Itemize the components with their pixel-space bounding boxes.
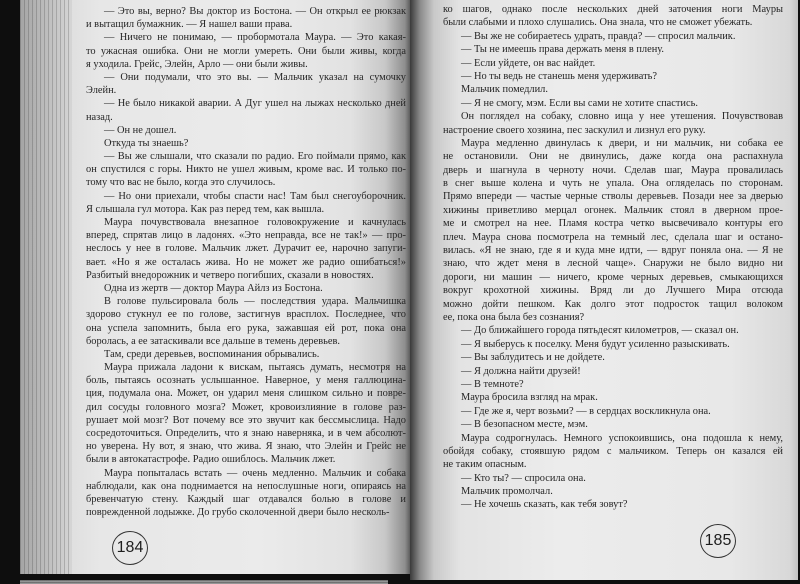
paragraph [443, 365, 783, 378]
text-line: но уверена. Ну вот, я знаю, что жива. Я знаю, что Элейн и Грейс не [86, 441, 406, 453]
text-line: — Это вы, верно? Вы доктор из Бостона. — Он открыл ее рюкзак [104, 6, 406, 17]
text-line: боролась, а ее затаскивали все дальше в темень деревьев. [86, 335, 340, 347]
text-line: Маура прижала ладони к вискам, пытаясь думать, несмотря на [104, 362, 406, 374]
paragraph [443, 485, 783, 498]
paragraph [86, 137, 406, 150]
paragraph [443, 405, 783, 418]
text-line: — Кто ты? — спросила она. [461, 472, 586, 484]
paragraph [86, 467, 406, 520]
page-number: 185 [700, 524, 736, 558]
text-line: Маура содрогнулась. Немного успокоившись, она подошла к нему, [461, 432, 783, 444]
text-line: дил сосуды головного мозга? Может, кровоизлияние в голове раз- [86, 401, 406, 413]
text-line: боль, пытаясь осознать услышанное. Наверное, у меня галлюцина- [86, 375, 406, 387]
text-line: и вытащил бумажник. — Я нашел ваши права. [86, 19, 293, 31]
paragraph [443, 472, 783, 485]
paragraph [86, 5, 406, 31]
paragraph [443, 432, 783, 472]
paragraph [443, 418, 783, 431]
text-line: — Вы же слышали, что сказали по радио. Его поймали прямо, как [104, 151, 406, 163]
text-line: дороги, ни машин — ничего, кроме черных деревьев, смыкающихся [443, 271, 783, 283]
paragraph [443, 97, 783, 110]
text-line: — Но они приехали, чтобы спасти нас! Там был снегоуборочник. [104, 190, 406, 202]
text-line: Одна из жертв — доктор Маура Айлз из Бостона. [104, 282, 323, 294]
text-line: тому что вас не было, когда это случилось. [86, 177, 276, 189]
paragraph [443, 3, 783, 30]
text-line: В голове пульсировала боль — последствия удара. Мальчишка [104, 296, 406, 308]
text-line: назад. [86, 111, 113, 123]
text-line: Маура медленно двинулась к двери, и ни мальчик, ни собака ее [461, 137, 783, 149]
paragraph [443, 351, 783, 364]
text-line: вокруг крохотной хижины. Вряд ли до Лучшего Мира отсюда [443, 285, 783, 297]
text-line: Разбитый внедорожник и четверо погибших, сказали в новостях. [86, 269, 374, 281]
text-line: ко шагов, однако после нескольких дней заточения ноги Мауры [443, 4, 783, 15]
text-line: — Я не смогу, мэм. Если вы сами не хотите спастись. [461, 97, 698, 109]
text-line: — В темноте? [461, 378, 524, 390]
paragraph [86, 295, 406, 348]
paragraph [443, 498, 783, 511]
text-line: настроение своего хозяина, пес заскулил и лизнул его руку. [443, 124, 706, 136]
text-line: Я слышала гул мотора. Как раз перед тем, как вышла. [86, 203, 325, 215]
text-line: в снег выше колена и чуть не упала. Она огляделась по сторонам. [443, 178, 783, 190]
text-line: Мальчик помедлил. [461, 84, 548, 96]
text-line: не таким опасным. [443, 459, 527, 471]
paragraph [443, 391, 783, 404]
text-line: Он поглядел на собаку, словно ища у нее утешения. Почувствовав [461, 111, 783, 123]
text-line: можно дойти пешком. Как долго этот подросток тащил волоком [443, 298, 783, 310]
text-line: Мальчик промолчал. [461, 486, 553, 498]
paragraph [443, 378, 783, 391]
paragraph [443, 30, 783, 43]
text-line: не остановили. Они не двинулись, даже когда она распахнула [443, 151, 783, 163]
text-line: — Не было никакой аварии. А Дуг ушел на лыжах несколько дней [104, 98, 406, 110]
paragraph [86, 31, 406, 71]
text-line: Откуда ты знаешь? [104, 137, 189, 149]
text-line: она успела запомнить, была его рука, зажавшая ей рот, пока она [86, 322, 406, 334]
paragraph [86, 361, 406, 467]
text-line: ее, пока она была без сознания? [443, 311, 585, 323]
text-line: — Он не дошел. [104, 124, 177, 136]
text-line: знаю, что ждет меня в лесной чаще». Снаружи не было видно ни [443, 258, 783, 270]
text-line: вперед, спрятав лицо в ладонях. «Это неправда, все не так!» — про- [86, 230, 406, 242]
paragraph [86, 282, 406, 295]
text-line: то ужасная ошибка. Они не могли умереть. Они были живы, когда [86, 45, 406, 57]
text-line: сосредоточиться. Определить, что я знаю наверняка, и в чем абсолют- [86, 428, 406, 439]
paragraph [443, 43, 783, 56]
text-line: — Не хочешь сказать, как тебя зовут? [461, 499, 628, 511]
paragraph [443, 137, 783, 324]
paragraph [443, 110, 783, 137]
paragraph [86, 216, 406, 282]
text-line: неслось у нее в голове. Мальчик лжет. Дурачит ее, нарочно запуги- [86, 243, 406, 255]
text-line: — Где же я, черт возьми? — в сердцах воскликнула она. [461, 405, 711, 417]
text-line: — Ты не имеешь права держать меня в плену. [461, 44, 665, 56]
text-line: Маура попыталась встать — очень медленно. Мальчик и собака [104, 467, 406, 479]
left-page [20, 0, 412, 574]
text-line: дверь и шагнула в черноту ночи. Сделав шаг, Маура провалилась [443, 164, 783, 176]
text-line: — В безопасном месте, мэм. [461, 419, 588, 431]
paragraph [443, 324, 783, 337]
paragraph [86, 150, 406, 190]
text-line: — До ближайшего города пятьдесят километров, — сказал он. [461, 325, 739, 337]
paragraph [86, 124, 406, 137]
page-block-bottom-edges [20, 580, 388, 584]
text-line: Прямо впереди — частые черные стволы деревьев. Позади нее за дверью [443, 191, 783, 203]
text-line: вает. «Но я же осталась жива. Но не может же радио ошибаться!» [86, 256, 406, 268]
text-line: — Они подумали, что это вы. — Мальчик указал на сумочку [104, 71, 406, 83]
text-line: — Вы же не собираетесь удрать, правда? — спросил мальчик. [461, 30, 736, 42]
paragraph [86, 190, 406, 216]
page-block-edges [20, 0, 72, 574]
text-line: Там, среди деревьев, воспоминания обрывались. [104, 348, 320, 360]
text-line: — Ничего не понимаю, — пробормотала Маура. — Это какая- [104, 32, 406, 44]
text-line: Маура бросила взгляд на мрак. [461, 392, 598, 404]
paragraph [443, 70, 783, 83]
page-number: 184 [112, 531, 148, 565]
paragraph [443, 83, 783, 96]
text-line: — Я должна найти друзей! [461, 365, 581, 377]
text-line: хижины приветливо мерцал огонек. Мальчик стоял в дверном прое- [443, 204, 783, 216]
text-line: Элейн. [86, 85, 117, 97]
paragraph [443, 57, 783, 70]
text-line: он спустился с горы. Никто не ушел живым, кроме вас. И только по- [86, 164, 406, 176]
paragraph [86, 97, 406, 123]
text-line: были слабыми и плохо слушались. Она знала, что не сможет убежать. [443, 17, 753, 29]
text-line: обойдя собаку, стоявшую рядом с мальчиком. Теперь он казался ей [443, 445, 783, 457]
text-line: — Вы заблудитесь и не дойдете. [461, 352, 605, 364]
text-line: я уходила. Грейс, Элейн, Арло — они были живы. [86, 58, 308, 70]
right-page [410, 0, 798, 580]
text-line: ме и смотрел на нее. Пламя костра четко высвечивало контуры его [443, 218, 783, 230]
paragraph [86, 348, 406, 361]
text-line: поврежденной лодыжке. До грубо сколоченной двери было несколь- [86, 507, 390, 519]
text-line: Маура почувствовала внезапное головокружение и качнулась [104, 217, 406, 228]
paragraph [443, 338, 783, 351]
text-line: — Если уйдете, он вас найдет. [461, 57, 596, 69]
paragraph [86, 71, 406, 97]
text-line: плеч. Маура снова посмотрела на темный лес, сделала шаг и остано- [443, 231, 783, 243]
text-line: были в автокатастрофе. Радио ошиблось. Мальчик лжет. [86, 454, 336, 466]
text-line: рушает мой мозг? Вот почему все это звучит как бессмыслица. Надо [86, 414, 406, 426]
text-line: ция, подумала она. Может, он ударил меня слишком сильно и повре- [86, 388, 406, 400]
text-line: — Я выберусь к поселку. Меня будут усиленно разыскивать. [461, 338, 730, 350]
left-page-text [86, 5, 406, 519]
text-line: — Но ты ведь не станешь меня удерживать? [461, 70, 658, 82]
text-line: вилась. «Я не знаю, где я и куда мне идти, — вдруг поняла она. — Я не [443, 245, 783, 257]
right-page-text [443, 3, 783, 512]
text-line: бревенчатую стену. Каждый шаг отдавался болью в голове и [86, 493, 406, 505]
text-line: здорово стукнул ее по голове, застигнув врасплох. Последнее, что [86, 309, 406, 321]
text-line: наблюдали, как она поднимается на непослушные ноги, опираясь на [86, 480, 406, 492]
